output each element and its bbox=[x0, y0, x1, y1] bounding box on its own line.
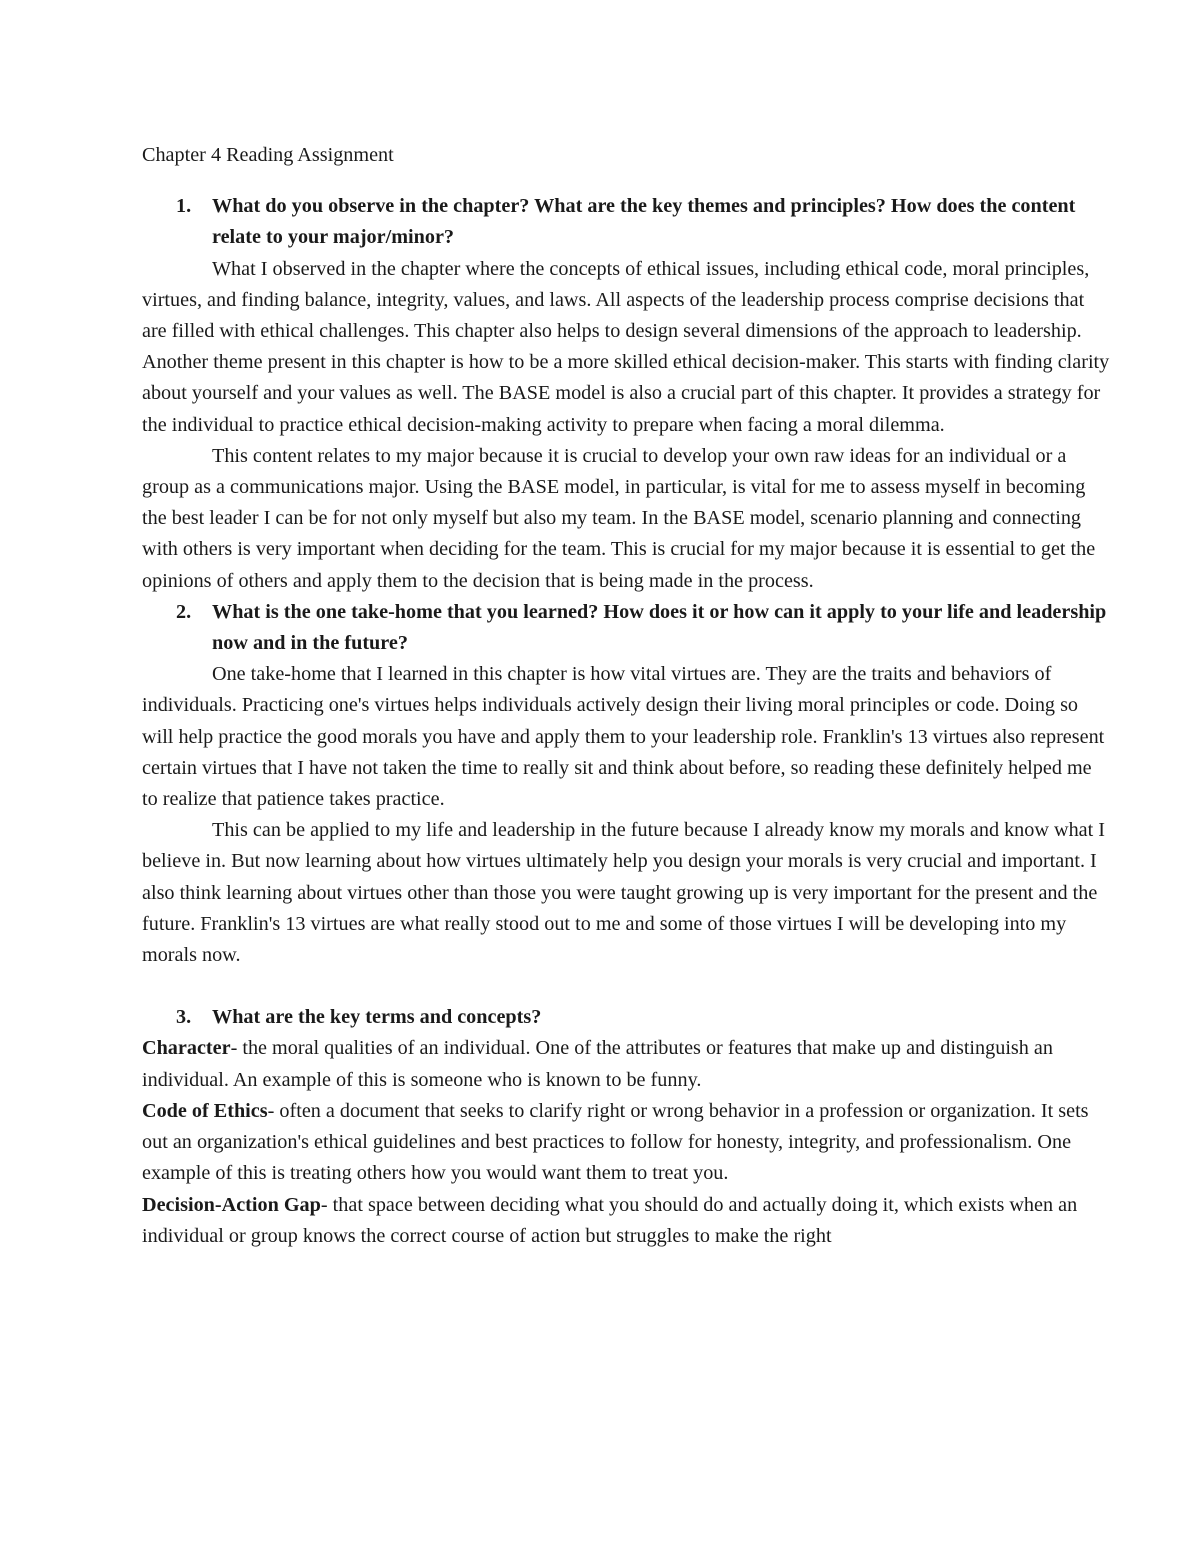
term-name: Code of Ethics bbox=[142, 1099, 268, 1122]
term-definition: - often a document that seeks to clarify right or wrong behavior in a profession or organization. It sets out an organization's ethical guidelines and best practices to follow for honesty, integrity, and professionalism. One example of this is treating others how you would want them to treat you. bbox=[142, 1099, 1089, 1185]
answer-1-paragraph-1: What I observed in the chapter where the concepts of ethical issues, including ethical code, moral principles, virtues, and finding balance, integrity, values, and laws. All aspects of the leadership process comprise decisions that are filled with ethical challenges. This chapter also helps to design several dimensions of the approach to leadership. Another theme present in this chapter is how to be a more skilled ethical decision-maker. This starts with finding clarity about yourself and your values as well. The BASE model is also a crucial part of this chapter. It provides a strategy for the individual to practice ethical decision-making activity to prepare when facing a moral dilemma. bbox=[142, 257, 1110, 436]
term-definition: - the moral qualities of an individual. One of the attributes or features that make up and distinguish an individual. An example of this is someone who is known to be funny. bbox=[142, 1037, 1053, 1091]
question-3-number: 3. bbox=[176, 1006, 192, 1029]
document-page bbox=[142, 140, 1112, 1252]
term-character bbox=[142, 1033, 1112, 1095]
question-1-text: What do you observe in the chapter? What are the key themes and principles? How does the content relate to your major/minor? bbox=[212, 195, 1076, 249]
answer-2-paragraph-1: One take-home that I learned in this chapter is how vital virtues are. They are the traits and behaviors of individuals. Practicing one's virtues helps individuals actively design their living moral principles or code. Doing so will help practice the good morals you have and apply them to your leadership role. Franklin's 13 virtues also represent certain virtues that I have not taken the time to really sit and think about before, so reading these definitely helped me to realize that patience takes practice. bbox=[142, 663, 1105, 811]
question-3-text: What are the key terms and concepts? bbox=[212, 1006, 542, 1029]
term-name: Decision-Action Gap bbox=[142, 1193, 321, 1216]
question-1-number: 1. bbox=[176, 195, 192, 218]
answer-1-paragraph-2: This content relates to my major because it is crucial to develop your own raw ideas for an individual or a group as a communications major. Using the BASE model, in particular, is vital for me to assess myself in becoming the best leader I can be for not only myself but also my team. In the BASE model, scenario planning and connecting with others is very important when deciding for the team. This is crucial for my major because it is essential to get the opinions of others and apply them to the decision that is being made in the process. bbox=[142, 444, 1096, 592]
document-title: Chapter 4 Reading Assignment bbox=[142, 144, 394, 166]
question-1 bbox=[142, 191, 1112, 253]
question-2 bbox=[142, 597, 1112, 659]
blank-line bbox=[142, 971, 1112, 1002]
question-2-number: 2. bbox=[176, 600, 192, 623]
term-definition: - that space between deciding what you should do and actually doing it, which exists when an individual or group knows the correct course of action but struggles to make the right bbox=[142, 1193, 1078, 1247]
answer-2-paragraph-2: This can be applied to my life and leadership in the future because I already know my morals and know what I believe in. But now learning about how virtues ultimately help you design your morals is very crucial and important. I also think learning about virtues other than those you were taught growing up is very important for the present and the future. Franklin's 13 virtues are what really stood out to me and some of those virtues I will be developing into my morals now. bbox=[142, 819, 1106, 967]
term-name: Character bbox=[142, 1037, 231, 1060]
term-code-of-ethics bbox=[142, 1096, 1112, 1190]
question-2-text: What is the one take-home that you learned? How does it or how can it apply to your life and leadership now and in the future? bbox=[212, 600, 1107, 655]
question-3 bbox=[142, 1002, 1112, 1033]
term-decision-action-gap bbox=[142, 1190, 1112, 1252]
